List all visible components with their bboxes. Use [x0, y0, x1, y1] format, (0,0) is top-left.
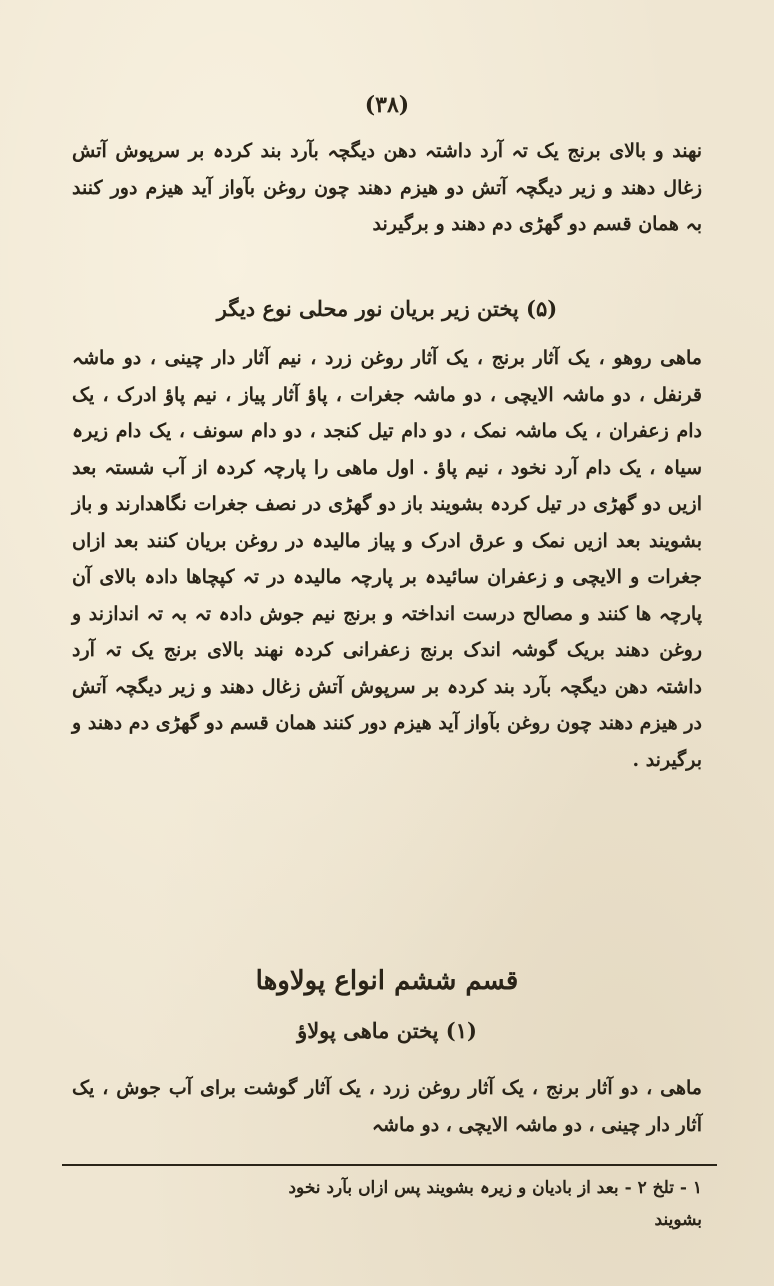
recipe-body-5: ماھی روھو ، یک آثار برنج ، یک آثار روغن زرد ، نیم آثار دار چینی ، دو ماشہ قرنفل ، دو ماشہ الایچی ، دو ماشہ جغرات ، پاؤ آثار پیاز ، نیم پاؤ ادرک ، یک دام زعفران ، یک ماشہ نمک ، دو دام تیل کنجد ، دو دام سونف ، یک دام زیرہ سیاہ ، یک دام آرد نخود ، نیم پاؤ . اول ماھی را پارچہ کردہ از آب شستہ بعد ازیں دو گھڑی در تیل کردہ بشویند باز دو گھڑی در نصف جغرات نگاھدارند و باز بشویند بعد ازیں نمک و عرق ادرک و پیاز مالیدہ در روغن بریان کنند بعد ازاں جغرات و الایچی و زعفران سائیدہ بر پارچہ مالیدہ در تہ کپچاھا دادہ بالای آن پارچہ ھا کنند و مصالح درست انداختہ و برنج نیم جوش دادہ تہ بہ تہ اندازند و روغن دھند بریک گوشہ اندک برنج زعفرانی کردہ نهند بالای برنج یک تہ آرد داشتہ دھن دیگچہ بآرد بند کردہ بر سرپوش آتش زغال دھند و زیر دیگچہ آتش در ھیزم دھند چون روغن بآواز آید ھیزم دور کنند ھمان قسم دو گھڑی دم دھند و برگیرند . — [72, 347, 702, 771]
recipe-heading-1: (۱) پختن ماھی پولاؤ — [297, 1018, 477, 1043]
recipe-heading-5: (۵) پختن زیر بریان نور محلی نوع دیگر — [216, 296, 558, 321]
page-number: (۳۸) — [364, 92, 410, 118]
footnote-line: بشویند — [654, 1210, 702, 1230]
section-heading: قسم ششم انواع پولاوھا — [255, 966, 519, 996]
paragraph-continuation: نهند و بالای برنج یک تہ آرد داشتہ دھن دیگچہ بآرد بند کردہ بر سرپوش آتش زغال دھند و زیر دیگچہ آتش دو ھیزم دھند چون روغن بآواز آید ھیزم دور کنند بہ ھمان قسم دو گھڑی دم دھند و برگیرند — [72, 140, 702, 235]
footnotes — [72, 1172, 702, 1236]
footnote-line: ۱ - تلخ ۲ - بعد از بادیان و زیرہ بشویند پس ازاں بآرد نخود — [288, 1178, 702, 1198]
footnote-divider — [62, 1164, 717, 1166]
recipe-body-1: ماھی ، دو آثار برنج ، یک آثار روغن زرد ، یک آثار گوشت برای آب جوش ، یک آثار دار چینی ، دو ماشہ الایچی ، دو ماشہ — [72, 1077, 702, 1136]
